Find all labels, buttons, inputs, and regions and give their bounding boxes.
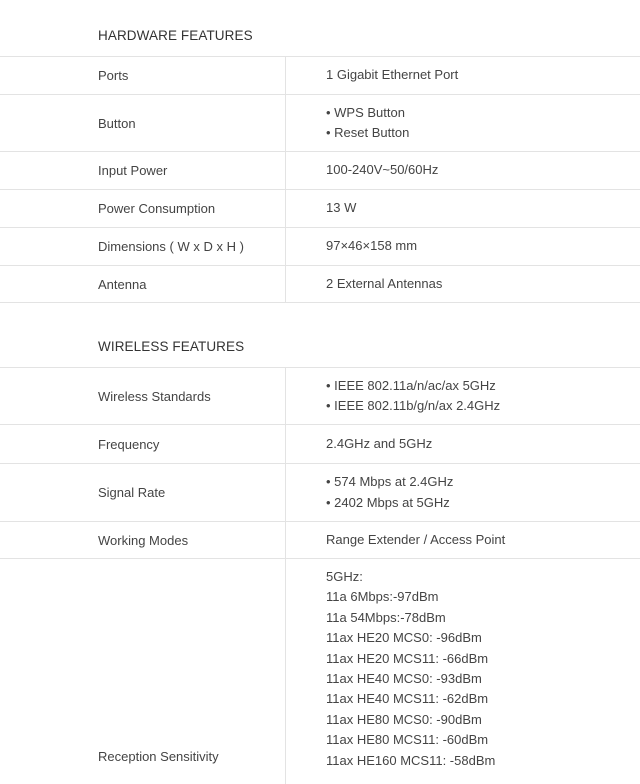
spec-label: Dimensions ( W x D x H ): [0, 228, 286, 265]
spec-value: [286, 57, 640, 94]
spec-value: [286, 425, 640, 463]
spec-row-working-modes: [0, 522, 640, 559]
spec-value-line: • IEEE 802.11a/n/ac/ax 5GHz: [326, 377, 496, 393]
spec-row-reception-sensitivity: [0, 559, 640, 784]
spec-value: [286, 559, 640, 784]
spec-value-line: • 2402 Mbps at 5GHz: [326, 494, 450, 510]
spec-label: Input Power: [0, 152, 286, 189]
spec-value-line: 97×46×158 mm: [326, 238, 418, 254]
hardware-features-section: [0, 0, 640, 303]
spec-value-line: 5GHz:: [326, 569, 363, 584]
spec-value-line: • WPS Button: [326, 104, 405, 120]
spec-row-dimensions: [0, 228, 640, 266]
section-gap: [0, 303, 640, 325]
spec-label: Power Consumption: [0, 190, 286, 227]
spec-value: [286, 522, 640, 558]
spec-value-line: • Reset Button: [326, 125, 410, 140]
spec-label: Ports: [0, 57, 286, 94]
spec-value-line: • IEEE 802.11b/g/n/ax 2.4GHz: [326, 398, 501, 413]
spec-value-line: 1 Gigabit Ethernet Port: [326, 67, 459, 83]
spec-row-button: [0, 95, 640, 152]
spec-row-input-power: [0, 152, 640, 190]
spec-value-line: 2 External Antennas: [326, 275, 443, 291]
spec-value: [286, 152, 640, 189]
spec-value-line: 11ax HE20 MCS0: -96dBm: [326, 630, 482, 646]
spec-value: [286, 95, 640, 151]
spec-value: [286, 464, 640, 521]
spec-row-frequency: [0, 425, 640, 464]
spec-value-line: 11ax HE80 MCS11: -60dBm: [326, 732, 489, 748]
spec-label: Button: [0, 95, 286, 151]
spec-label: Wireless Standards: [0, 368, 286, 424]
spec-value: [286, 368, 640, 424]
spec-row-power-consumption: [0, 190, 640, 228]
spec-value-line: 11ax HE160 MCS11: -58dBm: [326, 752, 496, 768]
spec-label: Working Modes: [0, 522, 286, 558]
spec-value-line: 2.4GHz and 5GHz: [326, 435, 433, 451]
spec-value-line: 100-240V~50/60Hz: [326, 162, 439, 178]
spec-value-line: 11ax HE80 MCS0: -90dBm: [326, 711, 482, 727]
spec-value-line: 11ax HE40 MCS0: -93dBm: [326, 671, 482, 687]
spec-value-line: 11a 54Mbps:-78dBm: [326, 609, 446, 625]
spec-value-line: 13 W: [326, 200, 357, 216]
spec-value-line: 11a 6Mbps:-97dBm: [326, 589, 439, 605]
section-title-hardware: HARDWARE FEATURES: [98, 28, 253, 43]
spec-value: [286, 228, 640, 265]
spec-label: Reception Sensitivity: [0, 559, 286, 784]
spec-row-signal-rate: [0, 464, 640, 522]
spec-row-antenna: [0, 266, 640, 303]
spec-value-line: • 574 Mbps at 2.4GHz: [326, 474, 454, 490]
spec-value: [286, 190, 640, 227]
spec-value-line: 11ax HE40 MCS11: -62dBm: [326, 691, 489, 707]
spec-table-hardware: [0, 56, 640, 303]
spec-value: [286, 266, 640, 302]
wireless-features-section: [0, 325, 640, 784]
spec-value-line: Range Extender / Access Point: [326, 531, 506, 547]
spec-label: Signal Rate: [0, 464, 286, 521]
spec-label: Frequency: [0, 425, 286, 463]
spec-table-wireless: [0, 367, 640, 784]
spec-value-line: 11ax HE20 MCS11: -66dBm: [326, 650, 489, 666]
spec-row-wireless-standards: [0, 368, 640, 425]
spec-label: Antenna: [0, 266, 286, 302]
spec-row-ports: [0, 57, 640, 95]
section-title-wireless: WIRELESS FEATURES: [98, 339, 245, 354]
